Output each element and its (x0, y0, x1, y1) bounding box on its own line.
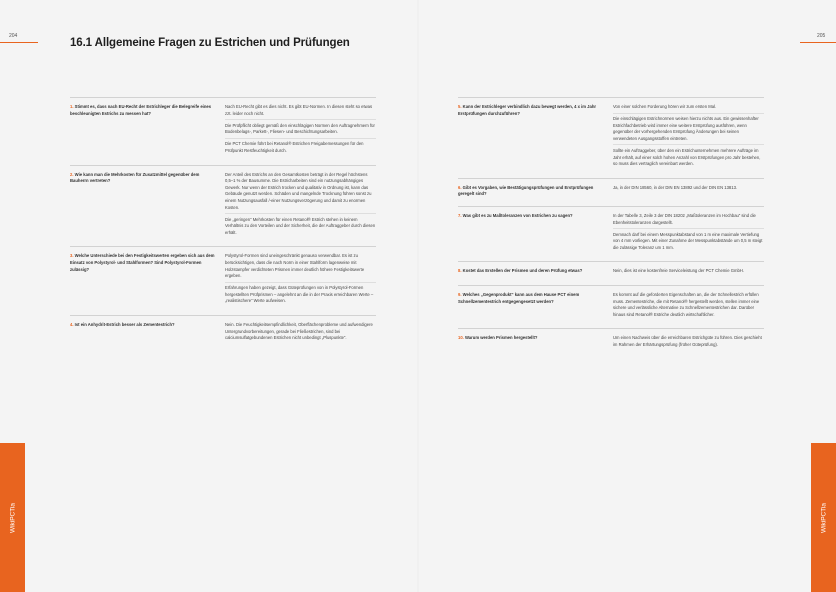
faq-answer-paragraph: Die einschlägigen Estrichnormen weisen hierzu nichts aus. Ein gewissenhafter Estrichfachbetrieb wird immer eine weitere Erstprüfung ausführen, wenn gegenüber der vorhergehenden Erstprüfung Änderungen bei seinen verwendeten Ausgangsstoffen eintreten. (613, 116, 764, 145)
faq-question-number: 9. (458, 292, 462, 297)
left-page-number: 204 (9, 33, 18, 39)
faq-answer (225, 172, 376, 239)
faq-question-number: 5. (458, 104, 462, 109)
faq-answer (613, 104, 764, 170)
right-side-tab (811, 443, 836, 592)
faq-answer-paragraph: Der Anteil des Estrichs an den Gesamtkosten beträgt in der Regel höchstens 0,5–1 % der Bausumme. Die Estricharbeiten sind ein nutzungsabhängiges Gewerk. Nur wenn der Estrich trocken und qualitativ in Ordnung ist, kann das Gebäude genutzt werden. Schäden und mangelnde Trocknung führen sonst zu einem Nutzungsausfall /-einer Nutzungsverzögerung und damit zu enormen Kosten. (225, 172, 376, 215)
faq-item (70, 246, 376, 307)
faq-answer-paragraph: Nein. Die Feuchtigkeitsempfindlichkeit, Oberflächenprobleme und aufwendigere Untergrundvorbereitungen, gerade bei Fließestrichen, sind bei calciumsulfatgebundenen Estrichen nicht unbedingt „Pluspunkte“. (225, 322, 373, 341)
faq-question-number: 10. (458, 335, 464, 341)
faq-answer-paragraph: Die PCT Chemie führt bei Retanol® Estrichen Freigabemessungen für den Prüfpunkt Restfeuchtigkeit durch. (225, 141, 364, 153)
faq-question (458, 335, 613, 350)
faq-question (458, 185, 613, 198)
faq-answer-paragraph: Die Prüfpflicht obliegt gemäß den einschlägigen Normen den Auftragnehmern für Bodenbelags-, Parkett-, Fliesen- und Beschichtungsarbeiten. (225, 123, 376, 139)
faq-question-number: 4. (70, 322, 74, 328)
faq-question-number: 6. (458, 184, 462, 190)
faq-item (458, 206, 764, 253)
faq-answer (613, 335, 764, 350)
right-faq-column (458, 97, 764, 359)
faq-item (458, 328, 764, 350)
faq-question-text: Gibt es Vorgaben, wie Bestätigungsprüfungen und Erstprüfungen geregelt sind? (458, 184, 594, 197)
faq-question-text: Kostet das Erstellen der Prismen und deren Prüfung etwas? (462, 268, 583, 274)
faq-question-text: Was gibt es zu Maßtoleranzen von Estrichen zu sagen? (462, 212, 573, 218)
faq-item (70, 97, 376, 157)
right-header-rule (800, 42, 836, 43)
faq-item (458, 261, 764, 277)
left-side-tab (0, 443, 25, 592)
faq-answer-paragraph: Es kommt auf die geforderten Eigenschaften an, die der Schnellestrich erfüllen muss. Zementestriche, die mit Retanol® hergestellt werden, stellen immer eine sichere und verlässliche Alternative zu Schnellzementestrichen dar. Darüber hinaus sind Retanol® Estriche deutlich wirtschaftlicher. (613, 292, 760, 317)
faq-answer-paragraph: Nein, dies ist eine kostenfreie Serviceleistung der PCT Chemie GmbH. (613, 268, 744, 274)
faq-question-number: 2. (70, 171, 74, 177)
faq-answer-paragraph: Um einen Nachweis über die erreichbaren Estrichgüte zu führen. Dies geschieht im Rahmen der Erhärtungsprüfung (früher Güteprüfung). (613, 335, 762, 347)
faq-question-number: 8. (458, 268, 462, 274)
faq-question-number: 1. (70, 104, 74, 109)
faq-question (70, 322, 225, 344)
faq-question-number: 3. (70, 253, 74, 259)
faq-answer (613, 268, 764, 277)
faq-question-text: Stimmt es, dass nach EU-Recht der Estrichleger die Belegreife eines beschleunigten Estrichs zu messen hat? (70, 104, 212, 116)
right-side-tab-label: WikiPCTia (820, 502, 827, 533)
faq-answer-paragraph: Von einer solchen Forderung hören wir zum ersten Mal. (613, 104, 764, 114)
left-side-tab-label: WikiPCTia (9, 502, 16, 533)
faq-answer (613, 292, 764, 320)
faq-question-text: Warum werden Prismen hergestellt? (465, 335, 538, 341)
faq-item (70, 165, 376, 239)
faq-answer-paragraph: Polystyrol-Formen sind uneingeschränkt genauso verwendbar. Es ist zu berücksichtigen, dass die nach Norm in einer Stahlform lagenweise mit Holzstampfer verdichteten Prismen immer deutlich höhere Festigkeitswerte ergeben. (225, 253, 376, 282)
faq-answer (225, 253, 376, 307)
faq-answer-paragraph: In der Tabelle 3, Zeile 3 der DIN 18202 „Maßtoleranzen im Hochbau“ sind die Ebenheitstoleranzen dargestellt. (613, 213, 764, 229)
faq-question-number: 7. (458, 212, 462, 218)
faq-question-text: Welches „Gegenprodukt“ kann aus dem Hause PCT einem Schnellzementestrich entgegengesetzt werden? (458, 292, 580, 304)
faq-question (458, 292, 613, 320)
right-page-number: 205 (817, 33, 826, 39)
faq-answer-paragraph: Erfahrungen haben gezeigt, dass Güteprüfungen von in Polystyrol-Formen hergestellten Prüfprismen – angelehnt an die in der Praxis erreichbaren Werte – „realistischere“ Werte aufweisen. (225, 285, 374, 304)
faq-question (458, 213, 613, 253)
faq-question (70, 104, 225, 157)
faq-answer-paragraph: Die „geringen“ Mehrkosten für einen Retanol® Estrich stehen in keinem Verhältnis zu den Vorteilen und der Sicherheit, die der Auftraggeber durch diesen erhält. (225, 216, 376, 235)
faq-answer-paragraph: Sollte ein Auftraggeber, über den ein Estrichunternehmen mehrere Aufträge im Jahr erhält, auf einer solch hohen Anzahl von Erstprüfungen pro Jahr bestehen, so muss dies vertraglich vereinbart werden. (613, 147, 761, 167)
page-title: 16.1 Allgemeine Fragen zu Estrichen und Prüfungen (70, 37, 350, 49)
faq-answer (225, 104, 376, 157)
faq-answer-paragraph: Demnach darf bei einem Messpunktabstand von 1 m eine maximale Vertiefung von 4 mm vorliegen. Mit einer Zunahme der Messpunktabstände um 0,5 m steigt die zulässige Toleranz um 1 mm. (613, 231, 763, 250)
faq-item (458, 97, 764, 170)
faq-answer-paragraph: Nach EU-Recht gibt es dies nicht. Es gibt EU-Normen. In diesen steht so etwas zzt. leider noch nicht. (225, 104, 376, 120)
faq-question (70, 172, 225, 239)
faq-answer (613, 185, 764, 198)
left-faq-column (70, 97, 376, 352)
faq-item (70, 315, 376, 344)
faq-answer-paragraph: Ja, in der DIN 18560, in der DIN EN 13892 und der DIN EN 13813. (613, 184, 738, 190)
book-gutter (417, 0, 419, 592)
faq-answer (225, 322, 376, 344)
faq-question (70, 253, 225, 307)
faq-question-text: Wie kann man die Mehrkosten für Zusatzmittel gegenüber dem Bauherrn vertreten? (70, 171, 200, 184)
faq-answer (613, 213, 764, 253)
faq-question-text: Welche Unterschiede bei den Festigkeitswerten ergeben sich aus dem Einsatz von Polystyrol- und Stahlformen? Sind Polystyrol-Formen zulässig? (70, 253, 215, 272)
faq-question (458, 104, 613, 170)
faq-item (458, 285, 764, 320)
left-header-rule (0, 42, 38, 43)
faq-question-text: Ist ein Anhydrit-Estrich besser als Zementestrich? (74, 322, 175, 328)
faq-item (458, 178, 764, 198)
faq-question-text: Kann der Estrichleger verbindlich dazu bewegt werden, 4 x im Jahr Erstprüfungen durchzuführen? (458, 104, 597, 116)
faq-question (458, 268, 613, 277)
